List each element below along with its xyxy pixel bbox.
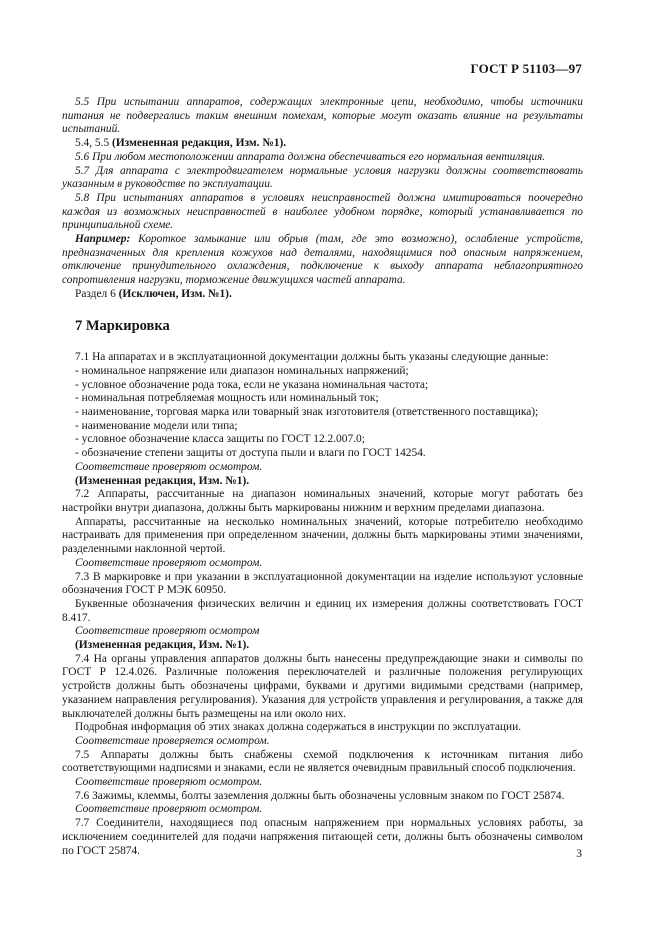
paragraph-number: 5.4, 5.5 [75,137,113,150]
paragraph-5-5: 5.5 При испытании аппаратов, содержащих электронные цепи, необходимо, чтобы источники питания не подвергались таким внешним помехам, которые могут оказать влияние на результаты испытаний. [62,96,583,136]
list-item: - наименование, торговая марка или товарный знак изготовителя (ответственного поставщика); [75,406,539,419]
paragraph-5-7: 5.7 Для аппарата с электродвигателем нормальные условия нагрузки должны соответствовать указанным в руководстве по эксплуатации. [62,164,583,191]
section-6-amendment: (Исключен, Изм. №1). [118,287,232,300]
example-label: Например: [75,233,131,246]
example-text: Короткое замыкание или обрыв (там, где это возможно), ослабление устройств, предназначенных для крепления кожухов над деталями, находящимися под опасным напряжением, отключение принудительного охлаждения, подключение к выходу аппарата неблагоприятного сопротивления нагрузки, торможение движущихся частей аппарата. [62,233,583,287]
document-id-header: ГОСТ Р 51103—97 [470,61,582,76]
amendment-note: (Измененная редакция, Изм. №1). [112,137,287,150]
list-item: - наименование модели или типа; [75,419,238,432]
section-6-text: Раздел 6 [75,287,119,300]
example-paragraph [62,233,583,288]
paragraph-5-4-5-5-note [62,137,583,151]
compliance-check: Соответствие проверяют осмотром. [75,556,263,569]
paragraph-7-1: 7.1 На аппаратах и в эксплуатационной документации должны быть указаны следующие данные: [75,351,549,364]
document-body [62,96,583,858]
paragraph-7-4-b: Подробная информация об этих знаках должна содержаться в инструкции по эксплуатации. [75,721,522,734]
paragraph-5-6: 5.6 При любом местоположении аппарата должна обеспечиваться его нормальная вентиляция. [75,150,546,163]
amendment-note: (Измененная редакция, Изм. №1). [75,639,250,652]
amendment-note: (Измененная редакция, Изм. №1). [75,474,250,487]
list-item: - номинальная потребляемая мощность или номинальный ток; [75,392,379,405]
paragraph-7-6: 7.6 Зажимы, клеммы, болты заземления должны быть обозначены условным знаком по ГОСТ 25874. [75,789,565,802]
list-item: - обозначение степени защиты от доступа пыли и влаги по ГОСТ 14254. [75,447,426,460]
list-item: - номинальное напряжение или диапазон номинальных напряжений; [75,364,409,377]
compliance-check: Соответствие проверяют осмотром. [75,460,263,473]
list-item: - условное обозначение класса защиты по ГОСТ 12.2.007.0; [75,433,365,446]
page-number: 3 [576,848,582,860]
paragraph-7-4: 7.4 На органы управления аппаратов должны быть нанесены предупреждающие знаки и символы по ГОСТ Р 12.4.026. Различные положения переключателей и различные положения регулирующих устройств должны быть обозначены цифрами, буквами и другими видимыми средствами (например, указанием направления регулирования). Указания для устройств управления и регулирования, а также для выключателей должны быть размещены на или около них. [62,652,583,720]
section-7-title: 7 Маркировка [75,317,170,334]
compliance-check: Соответствие проверяется осмотром. [75,734,270,747]
paragraph-7-2-b: Аппараты, рассчитанные на несколько номинальных значений, которые потребителю необходимо настраивать для применения при определенном значении, должны быть маркированы этими значениями, разделенными наклонной чертой. [62,515,583,556]
section-6-note [62,288,583,302]
paragraph-7-3-b: Буквенные обозначения физических величин и единиц их измерения должны соответствовать ГОСТ 8.417. [62,597,583,624]
compliance-check: Соответствие проверяют осмотром. [75,776,263,789]
paragraph-7-7: 7.7 Соединители, находящиеся под опасным напряжением при нормальных условиях работы, за исключением соединителей для подачи напряжения питающей сети, должны быть обозначены символом по ГОСТ 25874. [62,817,583,857]
paragraph-7-3: 7.3 В маркировке и при указании в эксплуатационной документации на изделие используют условные обозначения ГОСТ Р МЭК 60950. [62,570,583,597]
paragraph-5-8: 5.8 При испытаниях аппаратов в условиях неисправностей должна имитироваться поочередно каждая из возможных неисправностей в наиболее удобном порядке, который устанавливается по принципиальной схеме. [62,191,583,232]
compliance-check: Соответствие проверяют осмотром [75,625,260,638]
paragraph-7-2: 7.2 Аппараты, рассчитанные на диапазон номинальных значений, которые могут работать без настройки внутри диапазона, должны быть маркированы нижним и верхним пределами диапазона. [62,488,583,514]
compliance-check: Соответствие проверяют осмотром. [75,803,263,816]
list-item: - условное обозначение рода тока, если не указана номинальная частота; [75,378,429,391]
paragraph-7-5: 7.5 Аппараты должны быть снабжены схемой подключения к источникам питания либо соответствующими надписями и знаками, если не является очевидным правильный способ подключения. [62,748,583,775]
